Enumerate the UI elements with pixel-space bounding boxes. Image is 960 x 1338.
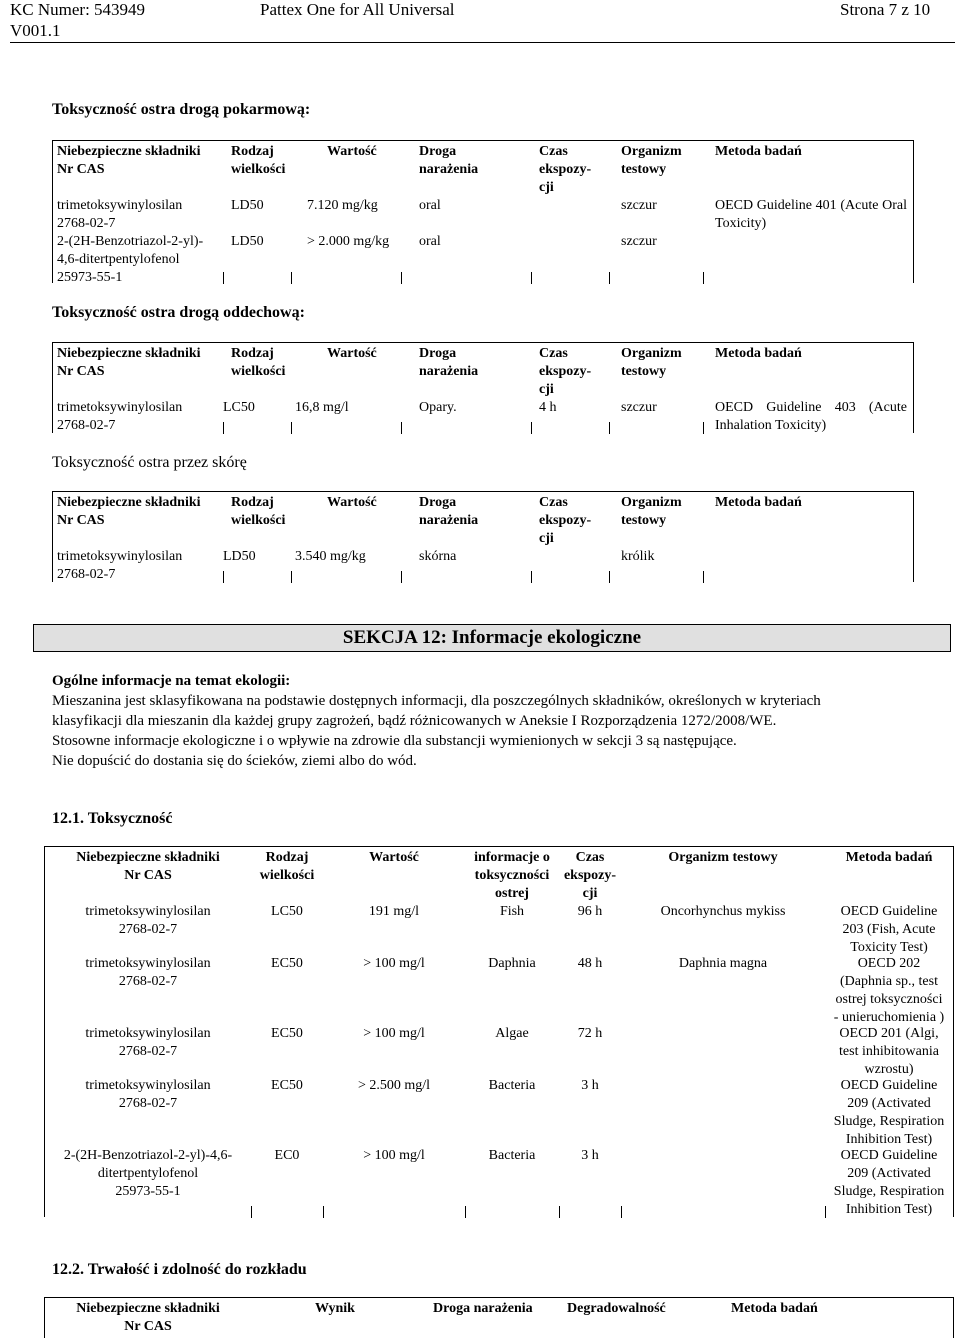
info-cell: Algae [495, 1026, 529, 1041]
paragraph-line: Mieszanina jest sklasyfikowana na podstawie dostępnych informacji, dla poszczególnych składników, określonych w kryteriach [52, 693, 821, 709]
info-cell: Bacteria [488, 1148, 536, 1163]
header-info: informacje o [474, 850, 550, 865]
header-cas: Nr CAS [124, 868, 172, 883]
value-cell: 7.120 mg/kg [307, 198, 378, 213]
value-cell: 3.540 mg/kg [295, 549, 366, 564]
method-cell: Sludge, Respiration [833, 1114, 945, 1129]
method-cell: Inhibition Test) [845, 1132, 933, 1147]
header-cas: Nr CAS [124, 1319, 172, 1334]
dermal-toxicity-table [52, 491, 914, 582]
kind-value: LD50 [231, 198, 264, 213]
ingredient-name: trimetoksywinylosilan [85, 956, 211, 971]
header-kind-2: wielkości [259, 868, 315, 883]
time-cell: 72 h [577, 1026, 603, 1041]
route-cell: oral [419, 198, 441, 213]
dermal-toxicity-title: Toksyczność ostra przez skórę [52, 454, 247, 471]
method-cell: 203 (Fish, Acute [842, 922, 936, 937]
header-method: Metoda badań [715, 495, 802, 510]
degradability-title: 12.2. Trwałość i zdolność do rozkładu [52, 1261, 307, 1278]
kind-value: LD50 [223, 549, 256, 564]
oral-toxicity-title: Toksyczność ostra drogą pokarmową: [52, 101, 311, 118]
method-cell: 209 (Activated [847, 1096, 931, 1111]
header-kind-2: wielkości [231, 162, 286, 177]
header-method: Metoda badań [715, 144, 802, 159]
header-kind-2: wielkości [231, 364, 286, 379]
value-cell: > 100 mg/l [363, 1148, 425, 1163]
kind-value: EC50 [271, 956, 303, 971]
route-cell: skórna [419, 549, 457, 564]
method-cell: OECD 202 [857, 956, 921, 971]
header-time-2: ekspozy- [563, 868, 617, 883]
value-cell: 16,8 mg/l [295, 400, 349, 415]
header-organism: Organizm testowy [668, 850, 778, 865]
method-cell: test inhibitowania [839, 1044, 939, 1059]
method-cell: Sludge, Respiration [833, 1184, 945, 1199]
degradability-table [44, 1297, 954, 1338]
ingredient-name-2: ditertpentylofenol [97, 1166, 199, 1181]
organism-cell: szczur [621, 198, 657, 213]
ingredient-name: trimetoksywinylosilan [85, 1078, 211, 1093]
header-ingredient: Niebezpieczne składniki [76, 1301, 220, 1316]
organism-cell: królik [621, 549, 655, 564]
header-kind-2: wielkości [231, 513, 286, 528]
header-kind: Rodzaj [231, 346, 274, 361]
value-cell: > 2.500 mg/l [357, 1078, 431, 1093]
header-ingredient: Niebezpieczne składniki [57, 346, 201, 361]
header-time-3: cji [539, 531, 554, 546]
inhalation-toxicity-title: Toksyczność ostra drogą oddechową: [52, 304, 305, 321]
method-cell: 209 (Activated [847, 1166, 931, 1181]
header-cas: Nr CAS [57, 162, 105, 177]
organism-cell: szczur [621, 400, 657, 415]
cas-number: 2768-02-7 [57, 216, 116, 231]
kind-value: EC0 [274, 1148, 300, 1163]
time-cell: 3 h [581, 1078, 599, 1093]
document-version: V001.1 [10, 21, 61, 40]
method-cell: ostrej toksyczności [835, 992, 943, 1007]
header-cas: Nr CAS [57, 364, 105, 379]
header-organism: Organizm [621, 346, 682, 361]
ingredient-name: trimetoksywinylosilan [57, 400, 183, 415]
header-time: Czas [575, 850, 605, 865]
route-cell: oral [419, 234, 441, 249]
header-time-3: cji [539, 180, 554, 195]
header-organism-2: testowy [621, 162, 667, 177]
ingredient-name: trimetoksywinylosilan [57, 549, 183, 564]
ingredient-name: trimetoksywinylosilan [85, 1026, 211, 1041]
time-cell: 96 h [577, 904, 603, 919]
document-number: KC Numer: 543949 [10, 0, 146, 19]
section-12-banner [33, 624, 951, 652]
header-time-2: ekspozy- [539, 513, 592, 528]
eco-toxicity-table [44, 846, 954, 1217]
info-cell: Fish [499, 904, 525, 919]
cas-number: 2768-02-7 [118, 974, 178, 989]
header-time: Czas [539, 144, 568, 159]
header-route: Droga [419, 144, 457, 159]
ingredient-name: trimetoksywinylosilan [57, 198, 183, 213]
header-method: Metoda badań [715, 346, 802, 361]
header-degradability: Degradowalność [567, 1301, 666, 1316]
header-route: Droga narażenia [433, 1301, 533, 1316]
kind-value: EC50 [271, 1026, 303, 1041]
method-cell: wzrostu) [864, 1062, 914, 1077]
header-ingredient: Niebezpieczne składniki [57, 495, 201, 510]
header-time-2: ekspozy- [539, 162, 592, 177]
kind-value: LD50 [231, 234, 264, 249]
kind-value: LC50 [271, 904, 303, 919]
method-cell: (Daphnia sp., test [840, 974, 938, 989]
cas-number: 2768-02-7 [57, 418, 116, 433]
ingredient-name: trimetoksywinylosilan [85, 904, 211, 919]
paragraph-line: Stosowne informacje ekologiczne i o wpływie na zdrowie dla substancji wymienionych w sekcji 3 są następujące. [52, 733, 737, 749]
header-organism: Organizm [621, 495, 682, 510]
eco-toxicity-title: 12.1. Toksyczność [52, 810, 173, 827]
method-cell: OECD Guideline [840, 904, 938, 919]
organism-cell: Daphnia magna [678, 956, 768, 971]
header-time: Czas [539, 346, 568, 361]
header-route: Droga [419, 495, 457, 510]
oral-toxicity-table [52, 140, 914, 283]
cas-number: 2768-02-7 [118, 1096, 178, 1111]
header-route: Droga [419, 346, 457, 361]
general-ecology-heading: Ogólne informacje na temat ekologii: [52, 673, 291, 689]
cas-number: 2768-02-7 [118, 1044, 178, 1059]
header-method: Metoda badań [845, 850, 933, 865]
header-result: Wynik [315, 1301, 355, 1316]
header-divider [10, 42, 955, 43]
header-info-3: ostrej [495, 886, 529, 901]
header-kind: Rodzaj [231, 144, 274, 159]
header-time: Czas [539, 495, 568, 510]
header-time-3: cji [539, 382, 554, 397]
product-name: Pattex One for All Universal [260, 0, 455, 19]
header-kind: Rodzaj [231, 495, 274, 510]
header-method: Metoda badań [731, 1301, 818, 1316]
header-kind: Rodzaj [265, 850, 309, 865]
value-cell: > 100 mg/l [363, 1026, 425, 1041]
header-ingredient: Niebezpieczne składniki [76, 850, 220, 865]
header-organism-2: testowy [621, 364, 667, 379]
cas-number: 2768-02-7 [118, 922, 178, 937]
value-cell: > 2.000 mg/kg [307, 234, 390, 249]
header-info-2: toksyczności [474, 868, 550, 883]
organism-cell: szczur [621, 234, 657, 249]
info-cell: Daphnia [488, 956, 536, 971]
route-cell: Opary. [419, 400, 457, 415]
value-cell: > 100 mg/l [363, 956, 425, 971]
method-cell: Toxicity Test) [850, 940, 928, 955]
header-route-2: narażenia [419, 364, 479, 379]
kind-value: LC50 [223, 400, 255, 415]
header-value: Wartość [327, 346, 377, 361]
kind-value: EC50 [271, 1078, 303, 1093]
header-organism: Organizm [621, 144, 682, 159]
cas-number: 25973-55-1 [57, 270, 123, 285]
value-cell: 191 mg/l [368, 904, 420, 919]
header-time-3: cji [582, 886, 598, 901]
method-cell: Inhibition Test) [845, 1202, 933, 1217]
header-time-2: ekspozy- [539, 364, 592, 379]
header-value: Wartość [369, 850, 419, 865]
header-value: Wartość [327, 144, 377, 159]
paragraph-line: Nie dopuścić do dostania się do ścieków, ziemi albo do wód. [52, 753, 417, 769]
header-route-2: narażenia [419, 513, 479, 528]
ingredient-name: 2-(2H-Benzotriazol-2-yl)-4,6- [63, 1148, 233, 1163]
header-route-2: narażenia [419, 162, 479, 177]
method-cell: OECD Guideline 403 (Acute Inhalation Toxicity) [715, 400, 907, 433]
header-organism-2: testowy [621, 513, 667, 528]
section-12-title: SEKCJA 12: Informacje ekologiczne [342, 627, 642, 648]
inhalation-toxicity-table [52, 342, 914, 433]
time-cell: 48 h [577, 956, 603, 971]
paragraph-line: klasyfikacji dla mieszanin dla każdej grupy zagrożeń, bądź różnicowanych w Aneksie I Rozporządzenia 1272/2008/WE. [52, 713, 777, 729]
method-cell: OECD Guideline [840, 1078, 938, 1093]
method-cell: OECD Guideline 401 (Acute Oral Toxicity) [715, 198, 907, 231]
ingredient-name-2: 4,6-ditertpentylofenol [57, 252, 180, 267]
time-cell: 4 h [539, 400, 557, 415]
header-ingredient: Niebezpieczne składniki [57, 144, 201, 159]
cas-number: 2768-02-7 [57, 567, 116, 582]
method-cell: OECD 201 (Algi, [839, 1026, 939, 1041]
organism-cell: Oncorhynchus mykiss [660, 904, 786, 919]
time-cell: 3 h [581, 1148, 599, 1163]
ingredient-name: 2-(2H-Benzotriazol-2-yl)- [57, 234, 204, 249]
info-cell: Bacteria [488, 1078, 536, 1093]
page-number: Strona 7 z 10 [840, 0, 931, 19]
cas-number: 25973-55-1 [115, 1184, 181, 1199]
header-cas: Nr CAS [57, 513, 105, 528]
method-cell: OECD Guideline [840, 1148, 938, 1163]
header-value: Wartość [327, 495, 377, 510]
method-cell: - unieruchomienia ) [833, 1010, 945, 1025]
